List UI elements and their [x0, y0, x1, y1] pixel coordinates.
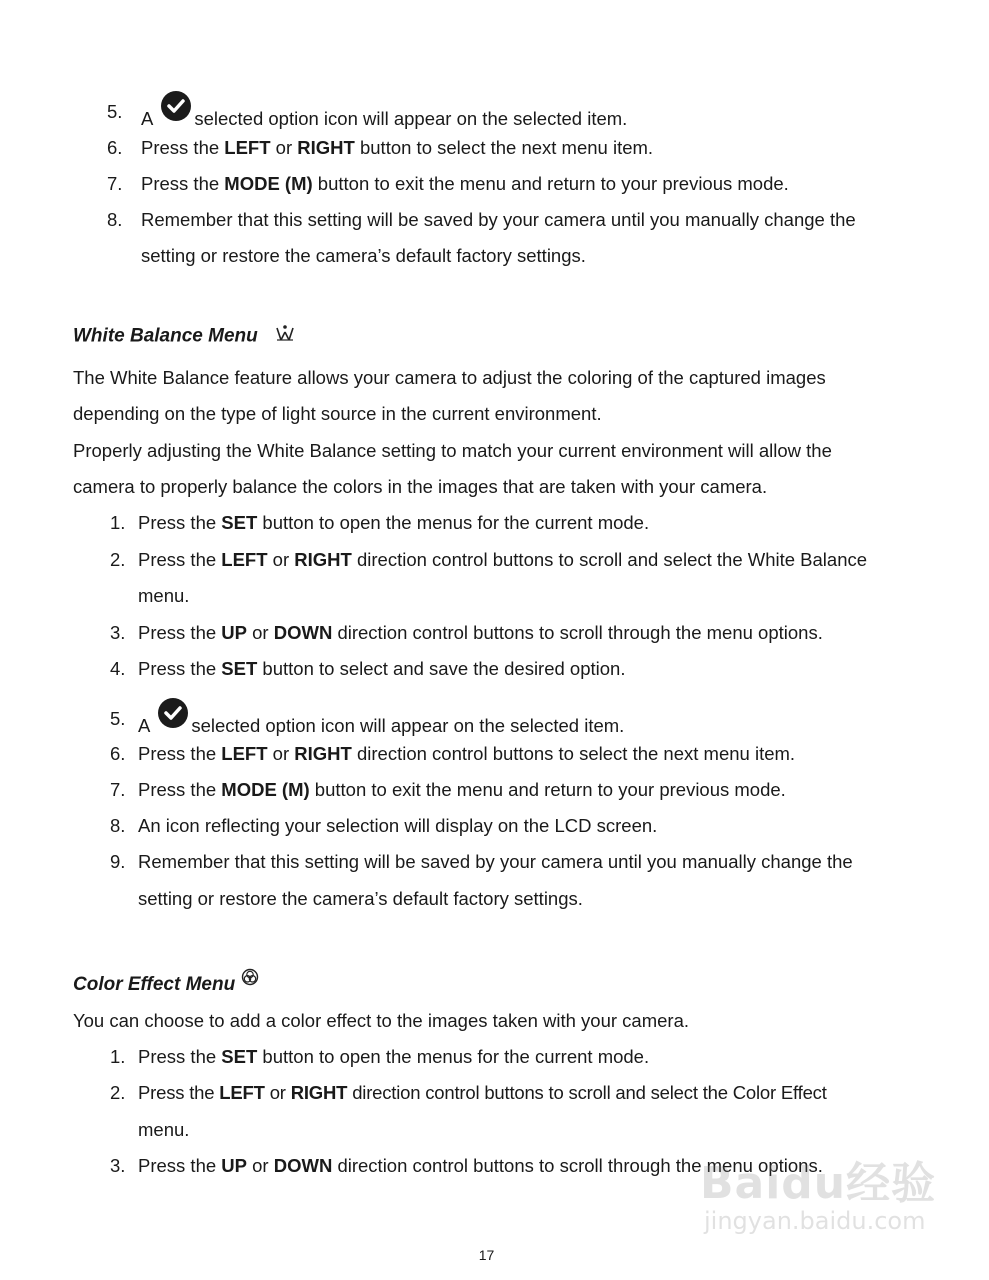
list-item: Press the SET button to open the menus for the current mode.: [138, 512, 650, 533]
list-number: 7.: [107, 173, 123, 194]
paragraph-line: camera to properly balance the colors in the images that are taken with your camera.: [73, 476, 768, 497]
paragraph-line: depending on the type of light source in the current environment.: [73, 403, 602, 424]
list-number: 5.: [107, 101, 123, 122]
page-number: 17: [478, 1247, 495, 1263]
list-item: Press the MODE (M) button to exit the menu and return to your previous mode.: [138, 779, 786, 800]
list-number: 3.: [110, 622, 126, 643]
list-item: Remember that this setting will be saved by your camera until you manually change the: [138, 851, 853, 872]
list-item: A selected option icon will appear on the selected item.: [141, 101, 627, 131]
list-number: 4.: [110, 658, 126, 679]
list-number: 5.: [110, 708, 126, 729]
paragraph-line: The White Balance feature allows your camera to adjust the coloring of the captured images: [73, 367, 826, 388]
paragraph-line: Properly adjusting the White Balance setting to match your current environment will allow the: [73, 440, 832, 461]
list-item: A selected option icon will appear on the selected item.: [138, 708, 624, 738]
list-number: 3.: [110, 1155, 126, 1176]
list-item: Press the LEFT or RIGHT direction control buttons to scroll and select the White Balance: [138, 549, 868, 570]
list-item: Press the SET button to select and save the desired option.: [138, 658, 626, 679]
list-number: 8.: [110, 815, 126, 836]
watermark-url: jingyan.baidu.com: [704, 1207, 926, 1235]
list-item-continued: setting or restore the camera’s default factory settings.: [141, 245, 586, 266]
color-effect-icon: [241, 968, 259, 993]
list-number: 1.: [110, 512, 126, 533]
list-item: Press the UP or DOWN direction control buttons to scroll through the menu options.: [138, 622, 823, 643]
paragraph-line: You can choose to add a color effect to the images taken with your camera.: [73, 1010, 690, 1031]
list-number: 7.: [110, 779, 126, 800]
list-item-continued: menu.: [138, 585, 190, 606]
watermark-brand: Baidu经验: [700, 1158, 937, 1209]
list-item: Press the LEFT or RIGHT button to select the next menu item.: [141, 137, 654, 158]
list-number: 1.: [110, 1046, 126, 1067]
section-heading-white-balance: White Balance Menu: [73, 324, 295, 349]
list-item: Remember that this setting will be saved by your camera until you manually change the: [141, 209, 856, 230]
list-item: Press the MODE (M) button to exit the menu and return to your previous mode.: [141, 173, 789, 194]
list-item: An icon reflecting your selection will display on the LCD screen.: [138, 815, 658, 836]
list-number: 2.: [110, 549, 126, 570]
list-number: 8.: [107, 209, 123, 230]
list-item: Press the LEFT or RIGHT direction control buttons to select the next menu item.: [138, 743, 796, 764]
section-heading-color-effect: Color Effect Menu: [73, 968, 259, 997]
baidu-watermark: [700, 1125, 940, 1245]
white-balance-icon: [275, 324, 295, 349]
checkmark-icon: [161, 91, 191, 121]
list-number: 6.: [107, 137, 123, 158]
list-item: Press the UP or DOWN direction control buttons to scroll through the menu options.: [138, 1155, 823, 1176]
list-item: Press the SET button to open the menus for the current mode.: [138, 1046, 650, 1067]
list-number: 2.: [110, 1082, 126, 1103]
list-item: Press the LEFT or RIGHT direction control buttons to scroll and select the Color Effect: [138, 1082, 827, 1103]
list-item-continued: menu.: [138, 1119, 190, 1140]
checkmark-icon: [158, 698, 188, 728]
list-number: 9.: [110, 851, 126, 872]
list-item-continued: setting or restore the camera’s default factory settings.: [138, 888, 583, 909]
list-number: 6.: [110, 743, 126, 764]
